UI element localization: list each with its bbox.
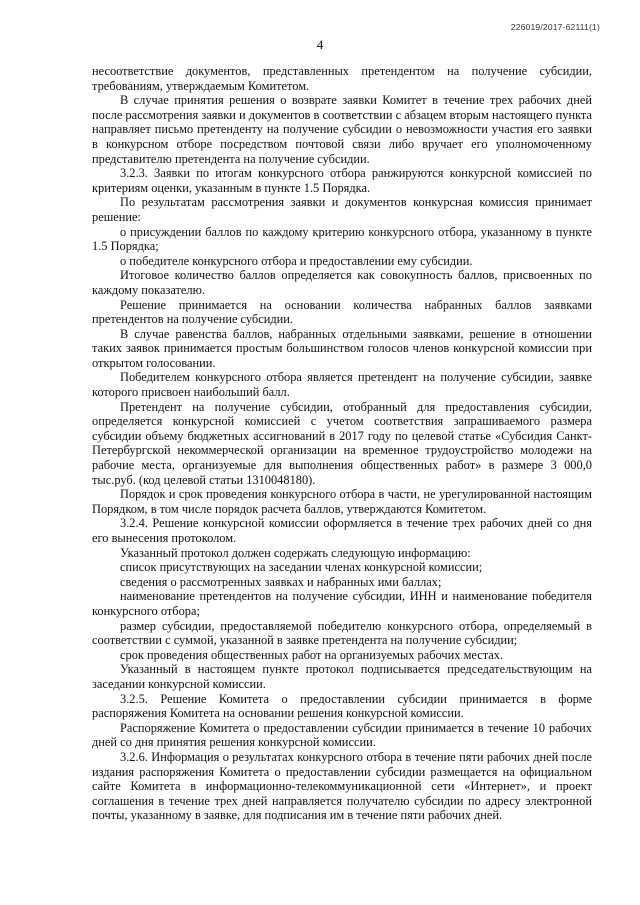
paragraph: Распоряжение Комитета о предоставлении субсидии принимается в течение 10 рабочих дней со дня принятия решения конкурсной комиссии. [92,720,592,750]
paragraph: Порядок и срок проведения конкурсного отбора в части, не урегулированной настоящим Порядком, в том числе порядок расчета баллов, утверждаются Комитетом. [92,487,592,516]
paragraph: По результатам рассмотрения заявки и документов конкурсная комиссия принимает решение: [92,195,592,224]
paragraph: Претендент на получение субсидии, отобранный для предоставления субсидии, определяется конкурсной комиссией с учетом соответствия запрашиваемого размера субсидии объему бюджетных ассигнований в 2017 году по целевой статье «Субсидия Санкт-Петербургской некоммерческой организации на временное трудоустройство молодежи на рабочие места, организуемые для выполнения общественных работ» в размере 3 000,0 тыс.руб. (код целевой статьи 1310048180). [92,399,592,487]
paragraph: Указанный в настоящем пункте протокол подписывается председательствующим на заседании конкурсной комиссии. [92,662,592,691]
paragraph: В случае равенства баллов, набранных отдельными заявками, решение в отношении таких заявок принимается простым большинством голосов членов конкурсной комиссии при открытом голосовании. [92,326,592,370]
paragraph: В случае принятия решения о возврате заявки Комитет в течение трех рабочих дней после рассмотрения заявки и документов в соответствии с абзацем вторым настоящего пункта направляет письмо претенденту на получение субсидии о невозможности участия его заявки в конкурсном отборе посредством почтовой связи либо вручает его уполномоченному представителю претендента на получение субсидии. [92,93,592,166]
paragraph: Итоговое количество баллов определяется как совокупность баллов, присвоенных по каждому показателю. [92,268,592,297]
paragraph-3-2-3: 3.2.3. Заявки по итогам конкурсного отбора ранжируются конкурсной комиссией по критериям оценки, указанным в пункте 1.5 Порядка. [92,166,592,195]
paragraph: Победителем конкурсного отбора является претендент на получение субсидии, заявке которого присвоен наибольший балл. [92,370,592,400]
document-id: 226019/2017-62111(1) [510,22,600,32]
list-item: размер субсидии, предоставляемой победителю конкурсного отбора, определяемый в соответствии с суммой, указанной в заявке претендента на получение субсидии; [92,618,592,648]
paragraph-3-2-6: 3.2.6. Информация о результатах конкурсного отбора в течение пяти рабочих дней после издания распоряжения Комитета о предоставлении субсидии размещается на официальном сайте Комитета в информационно-телекоммуникационной сети «Интернет», и проект соглашения в течение трех дней направляется получателю субсидии по адресу электронной почты, указанному в заявке, для подписания им в течение пяти рабочих дней. [92,749,592,823]
list-item: о присуждении баллов по каждому критерию конкурсного отбора, указанному в пункте 1.5 Порядка; [92,224,592,254]
list-item: наименование претендентов на получение субсидии, ИНН и наименование победителя конкурсного отбора; [92,589,592,618]
document-body [92,64,592,823]
paragraph: Решение принимается на основании количества набранных баллов заявками претендентов на получение субсидии. [92,297,592,327]
list-item: о победителе конкурсного отбора и предоставлении ему субсидии. [120,253,473,268]
list-item: список присутствующих на заседании членах конкурсной комиссии; [120,560,483,575]
paragraph-3-2-5: 3.2.5. Решение Комитета о предоставлении субсидии принимается в форме распоряжения Комитета на основании решения конкурсной комиссии. [92,691,592,721]
list-item: срок проведения общественных работ на организуемых рабочих местах. [120,647,504,662]
paragraph: несоответствие документов, представленных претендентом на получение субсидии, требованиям, утверждаемым Комитетом. [92,64,592,93]
page-number: 4 [316,37,324,52]
list-item: сведения о рассмотренных заявках и набранных ими баллах; [120,574,442,589]
paragraph: Указанный протокол должен содержать следующую информацию: [120,545,471,560]
paragraph-3-2-4: 3.2.4. Решение конкурсной комиссии оформляется в течение трех рабочих дней со дня его вынесения протоколом. [92,516,592,545]
